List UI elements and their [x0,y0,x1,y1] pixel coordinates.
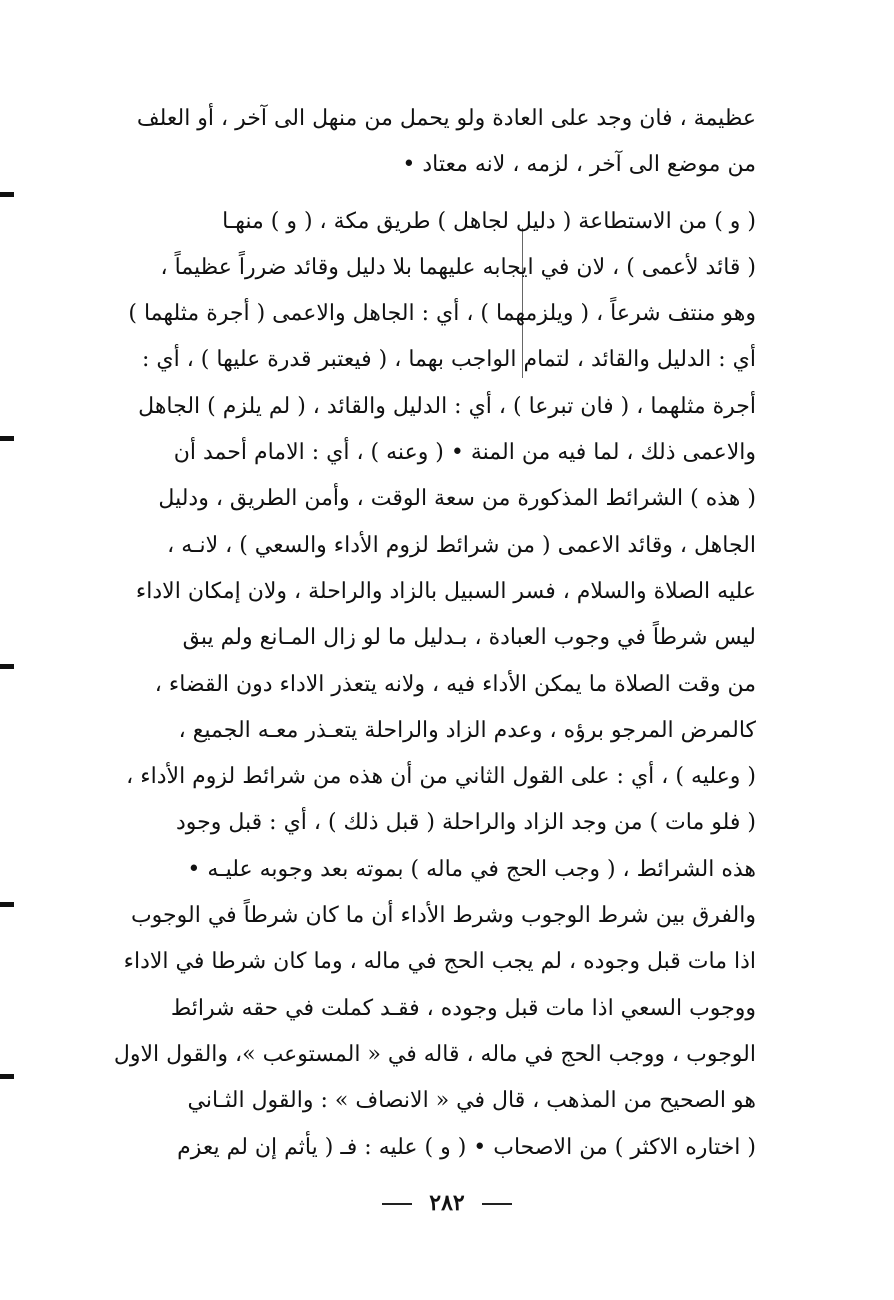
text-line: عظيمة ، فان وجد على العادة ولو يحمل من منهل الى آخر ، أو العلف [136,106,756,131]
text-line: هو الصحيح من المذهب ، قال في « الانصاف » : والقول الثـاني [187,1088,756,1114]
page-edge-mark [0,902,14,907]
text-line: من موضع الى آخر ، لزمه ، لانه معتاد • [402,152,756,178]
page-number-dash [482,1203,512,1205]
paragraph-gap [106,189,756,199]
text-line: ( وعليه ) ، أي : على القول الثاني من أن هذه من شرائط لزوم الأداء ، [126,764,756,790]
text-line: الجاهل ، وقائد الاعمى ( من شرائط لزوم الأداء والسعي ) ، لانـه ، [167,532,756,558]
text-line: من وقت الصلاة ما يمكن الأداء فيه ، ولانه يتعذر الاداء دون القضاء ، [154,671,756,697]
text-line: هذه الشرائط ، ( وجب الحج في ماله ) بموته بعد وجوبه عليـه • [187,856,756,882]
page-edge-mark [0,436,14,441]
text-line: والاعمى ذلك ، لما فيه من المنة • ( وعنه ) ، أي : الامام أحمد أن [173,440,756,466]
text-line: ( فلو مات ) من وجد الزاد والراحلة ( قبل ذلك ) ، أي : قبل وجود [175,810,756,836]
text-line: ( قائد لأعمى ) ، لان في ايجابه عليهما بلا دليل وقائد ضرراً عظيماً ، [160,254,756,280]
text-line: ( اختاره الاكثر ) من الاصحاب • ( و ) عليه : فـ ( يأثم إن لم يعزم [177,1134,756,1160]
text-line: ( و ) من الاستطاعة ( دليل لجاهل ) طريق مكة ، ( و ) منهـا [222,208,756,234]
text-line: اذا مات قبل وجوده ، لم يجب الحج في ماله ، وما كان شرطا في الاداء [123,949,756,975]
text-line: الوجوب ، ووجب الحج في ماله ، قاله في « المستوعب »، والقول الاول [113,1041,756,1067]
page-number-dash [382,1203,412,1205]
text-line: ووجوب السعي اذا مات قبل وجوده ، فقـد كملت في حقه شرائط [170,995,756,1021]
body-text [106,96,756,1171]
page-number [0,1190,894,1216]
text-line: أي : الدليل والقائد ، لتمام الواجب بهما ، ( فيعتبر قدرة عليها ) ، أي : [141,347,756,373]
text-line: أجرة مثلهما ، ( فان تبرعا ) ، أي : الدليل والقائد ، ( لم يلزم ) الجاهل [138,393,756,419]
text-line: كالمرض المرجو برؤه ، وعدم الزاد والراحلة يتعـذر معـه الجميع ، [178,717,756,743]
text-line: عليه الصلاة والسلام ، فسر السبيل بالزاد والراحلة ، ولان إمكان الاداء [135,578,756,604]
text-line: والفرق بين شرط الوجوب وشرط الأداء أن ما كان شرطاً في الوجوب [130,903,756,929]
page-edge-mark [0,192,14,197]
text-line: ليس شرطاً في وجوب العبادة ، بـدليل ما لو زال المـانع ولم يبق [182,625,756,651]
page-edge-mark [0,664,14,669]
page-number-value: ٢٨٢ [429,1190,465,1216]
text-line: وهو منتف شرعاً ، ( ويلزمهما ) ، أي : الجاهل والاعمى ( أجرة مثلهما ) [128,301,756,327]
text-line: ( هذه ) الشرائط المذكورة من سعة الوقت ، وأمن الطريق ، ودليل [158,486,756,512]
page-edge-mark [0,1074,14,1079]
